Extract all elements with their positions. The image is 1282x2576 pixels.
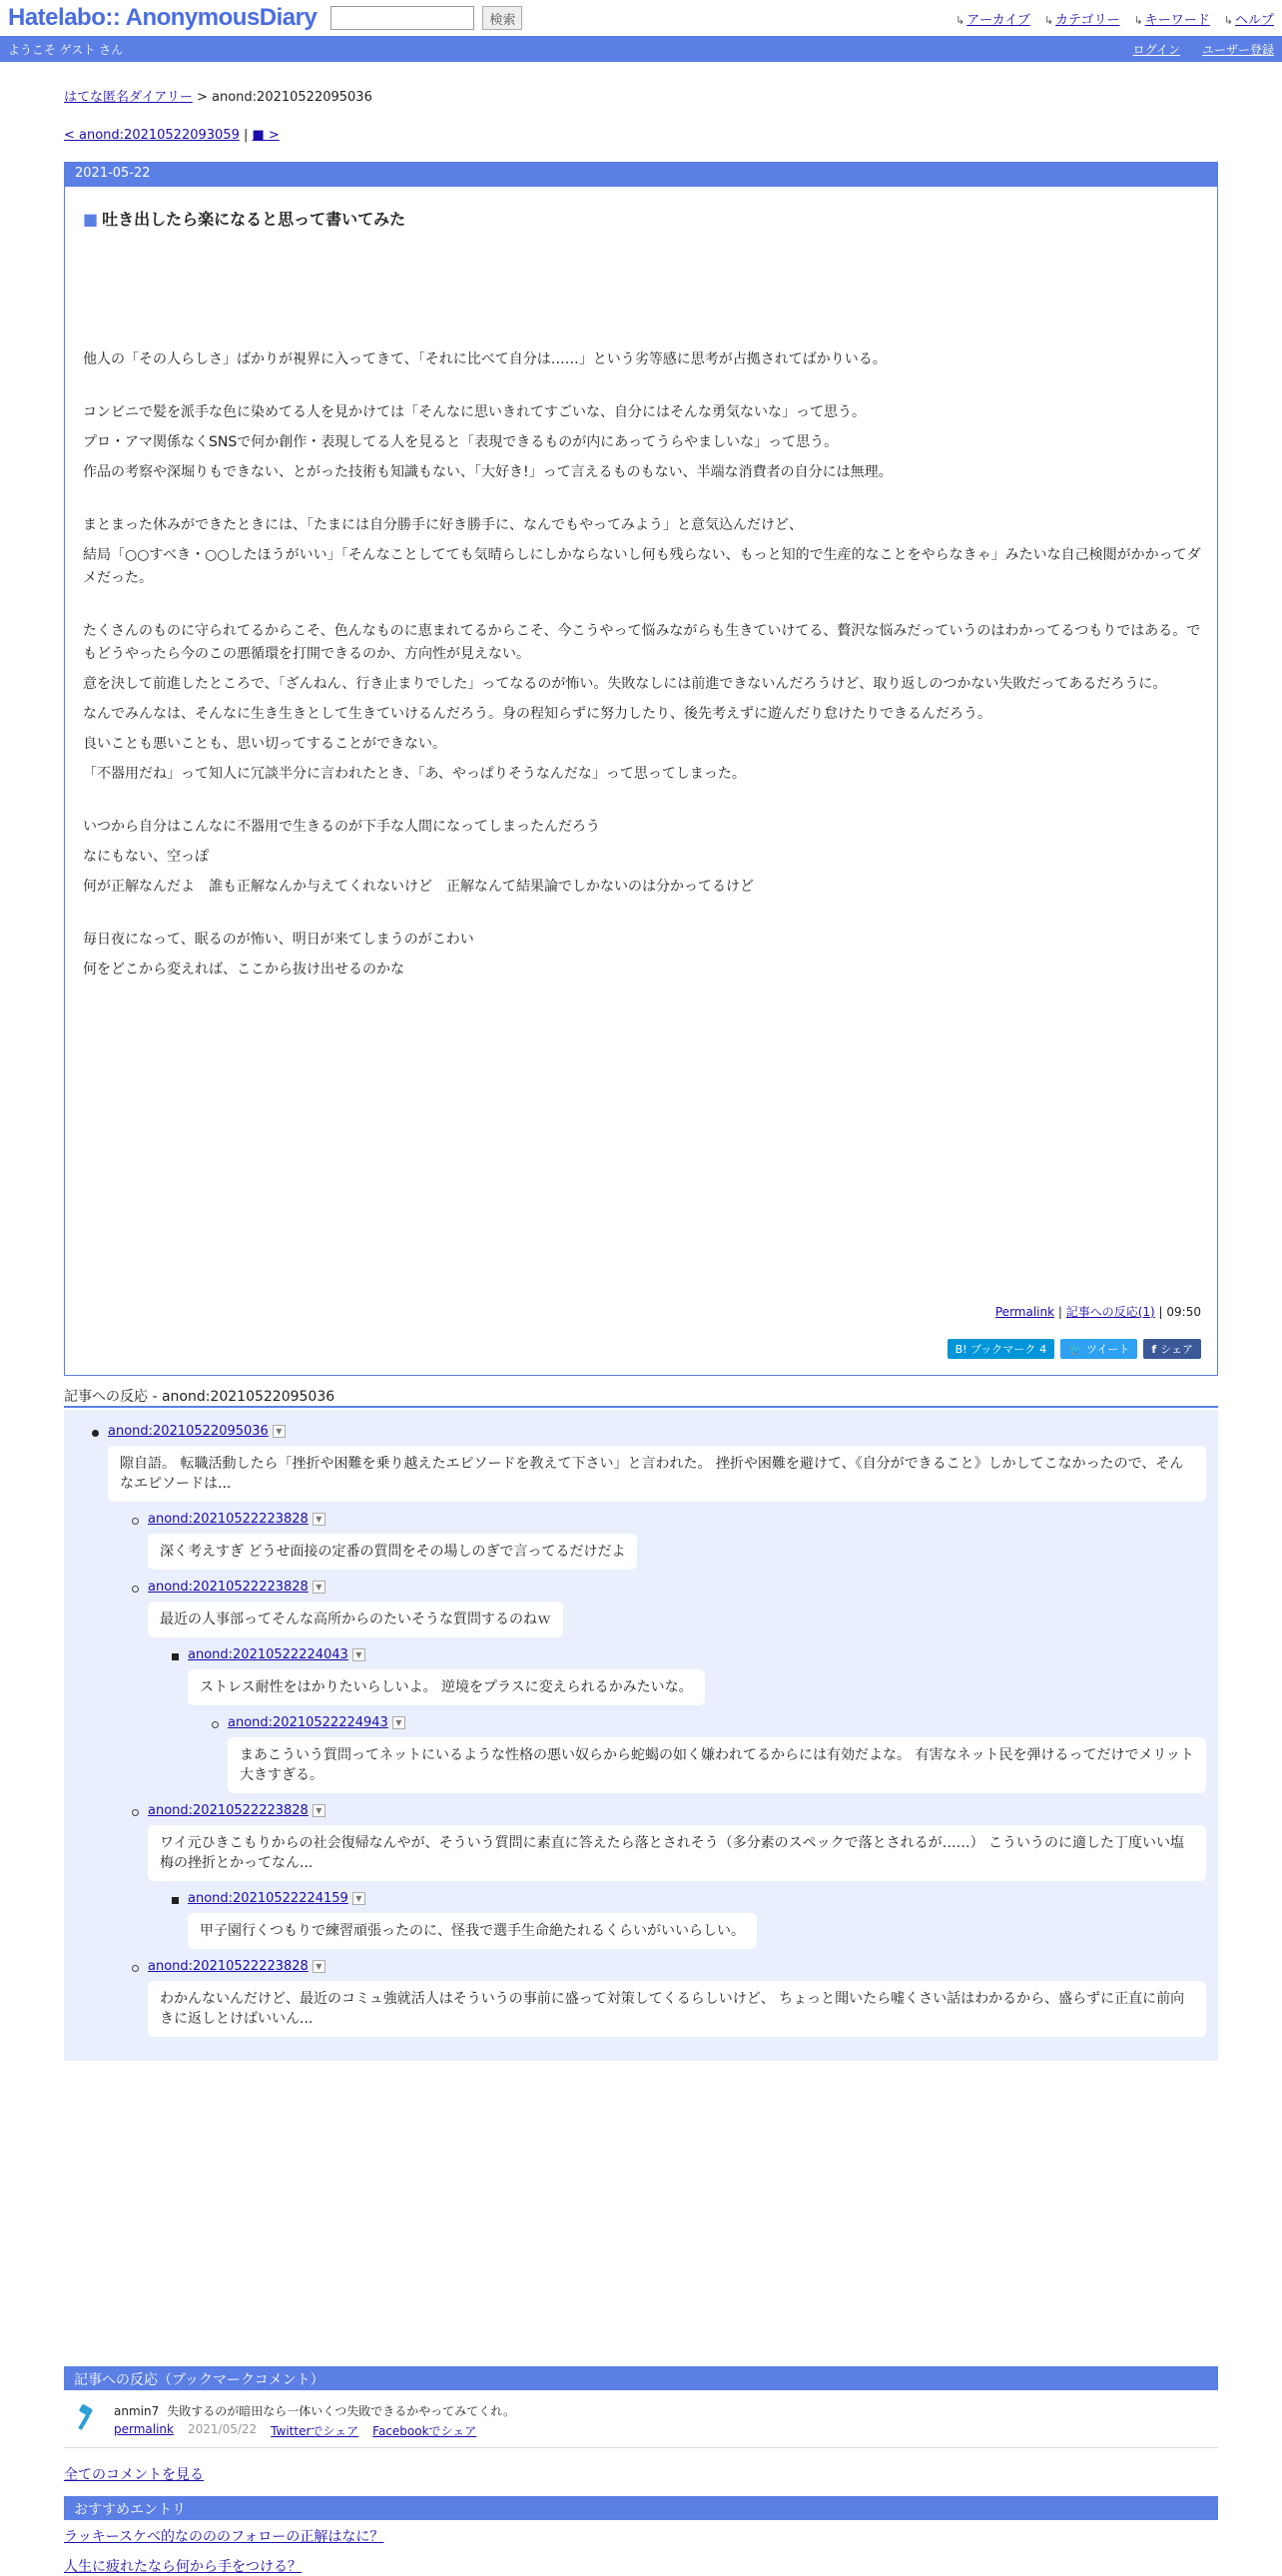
paragraph-line: 作品の考察や深堀りもできない、とがった技術も知識もない、「大好き!」って言えるものもない、半端な消費者の自分には無理。 (83, 464, 893, 480)
paragraph-line: プロ・アマ関係なくSNSで何か創作・表現してる人を見ると「表現できるものが内にあってうらやましいな」って思う。 (83, 434, 839, 450)
reaction-node (148, 1512, 325, 1527)
paragraph-line: コンビニで髪を派手な色に染めてる人を見かけては「そんなに思いきれてすごいな、自分にはそんな勇気ないな」って思う。 (83, 404, 866, 420)
facebook-share-link[interactable]: Facebookでシェア (372, 2424, 477, 2438)
user-avatar-icon[interactable] (74, 2402, 106, 2434)
share-buttons (948, 1339, 1201, 1359)
reaction-link[interactable]: anond:20210522224943 (228, 1715, 388, 1730)
entry-date: 2021-05-22 (65, 163, 1217, 187)
paragraph-line: 他人の「その人らしさ」ばかりが視界に入ってきて、「それに比べて自分は……」という劣等感に思考が占拠されてばかりいる。 (83, 351, 887, 367)
reaction-bubble: 深く考えすぎ どうせ面接の定番の質問をその場しのぎで言ってるだけだよ (148, 1534, 637, 1570)
welcome-bar (0, 36, 1282, 62)
breadcrumb-current: anond:20210522095036 (212, 90, 372, 105)
paragraph-line: 毎日夜になって、眠るのが怖い、明日が来てしまうのがこわい (83, 932, 474, 948)
nav-category[interactable]: ↳ カテゴリー (1044, 9, 1120, 28)
comment-text: 失敗するのが暗田なら一体いくつ失敗できるかやってみてくれ。 (167, 2404, 515, 2418)
entry-title (83, 207, 405, 230)
dropdown-icon[interactable]: ▼ (352, 1892, 365, 1905)
bullet (132, 1965, 139, 1972)
reaction-node (148, 1959, 325, 1974)
tweet-label: ツイート (1085, 1343, 1130, 1356)
reaction-link[interactable]: anond:20210522095036 (108, 1424, 269, 1439)
dropdown-icon[interactable]: ▼ (313, 1581, 325, 1594)
tweet-button[interactable] (1060, 1339, 1137, 1359)
pager-sep: | (239, 128, 253, 143)
reaction-node (108, 1424, 286, 1439)
reaction-bubble: ワイ元ひきこもりからの社会復帰なんやが、そういう質問に素直に答えたら落とされそう（多分素のスペックで落とされるが……） こういうのに適した丁度いい塩梅の挫折とかってなん... (148, 1825, 1206, 1881)
paragraph-line: まとまった休みができたときには、「たまには自分勝手に好き勝手に、なんでもやってみよう」と意気込んだけど、 (83, 517, 803, 533)
reactions-tree (64, 1410, 1218, 2061)
paragraph-line: 良いことも悪いことも、思い切ってすることができない。 (83, 736, 446, 752)
reaction-node (148, 1580, 325, 1595)
dropdown-icon[interactable]: ▼ (392, 1716, 405, 1729)
comment-date: 2021/05/22 (188, 2422, 258, 2436)
reaction-node (188, 1891, 365, 1906)
entry-time: 09:50 (1166, 1305, 1201, 1319)
register-link[interactable]: ユーザー登録 (1201, 42, 1274, 57)
recommend-header: おすすめエントリ (64, 2496, 1218, 2520)
search-input[interactable] (330, 6, 474, 30)
reaction-link[interactable]: anond:20210522224043 (188, 1647, 348, 1662)
bullet (132, 1809, 139, 1816)
reaction-link[interactable]: anond:20210522223828 (148, 1959, 309, 1974)
entry-body (83, 348, 1201, 981)
reaction-link[interactable]: anond:20210522223828 (148, 1512, 309, 1527)
bullet (92, 1430, 99, 1437)
paragraph-line: 結局「○○すべき・○○したほうがいい」「そんなことしてても気晴らしにしかならないし何も残らない、もっと知的で生産的なことをやらなきゃ」みたいな自己検閲がかかってダメだった。 (83, 547, 1201, 586)
paragraph-line: いつから自分はこんなに不器用で生きるのが下手な人間になってしまったんだろう (83, 819, 600, 835)
paragraph-line: 意を決して前進したところで、「ざんねん、行き止まりでした」ってなるのが怖い。失敗なしには前進できないんだろうけど、取り返しのつかない失敗だってあるだろうに。 (83, 676, 1167, 692)
entry-title-text: 吐き出したら楽になると思って書いてみた (102, 210, 406, 229)
reactions-link[interactable]: 記事への反応(1) (1065, 1305, 1155, 1319)
paragraph-line: 「不器用だね」って知人に冗談半分に言われたとき、「あ、やっぱりそうなんだな」って思ってしまった。 (83, 766, 746, 782)
bullet (132, 1518, 139, 1525)
reaction-node (188, 1647, 365, 1662)
welcome-text: ようこそ ゲスト さん (8, 42, 124, 57)
bullet (172, 1897, 179, 1904)
dropdown-icon[interactable]: ▼ (313, 1960, 325, 1973)
paragraph-line: なんでみんなは、そんなに生き生きとして生きていけるんだろう。身の程知らずに努力したり、後先考えずに遊んだり怠けたりできるんだろう。 (83, 706, 991, 722)
bookmark-count: 4 (1039, 1342, 1047, 1356)
paragraph-line: なにもない、空っぽ (83, 849, 209, 865)
twitter-share-link[interactable]: Twitterでシェア (271, 2424, 359, 2438)
reaction-link[interactable]: anond:20210522224159 (188, 1891, 348, 1906)
breadcrumb-home[interactable]: はてな匿名ダイアリー (64, 90, 193, 105)
reaction-bubble: 隙自語。 転職活動したら「挫折や困難を乗り越えたエピソードを教えて下さい」と言われた。 挫折や困難を避けて、《自分ができること》しかしてこなかったので、そんなエピソードは... (108, 1446, 1206, 1502)
paragraph-line: 何が正解なんだよ 誰も正解なんか与えてくれないけど 正解なんて結果論でしかないのは分かってるけど (83, 879, 754, 895)
dropdown-icon[interactable]: ▼ (313, 1513, 325, 1526)
nav-keyword[interactable]: ↳ キーワード (1134, 9, 1210, 28)
reaction-bubble: 最近の人事部ってそんな高所からのたいそうな質問するのねｗ (148, 1602, 563, 1637)
breadcrumb-sep: > (192, 90, 213, 105)
entry-footer-meta: Permalink | 記事への反応(1) | 09:50 (994, 1305, 1201, 1319)
permalink[interactable]: Permalink (994, 1305, 1055, 1319)
bullet (172, 1653, 179, 1660)
nav-help[interactable]: ↳ ヘルプ (1224, 9, 1274, 28)
dropdown-icon[interactable]: ▼ (352, 1648, 365, 1661)
bullet (132, 1586, 139, 1593)
search-button[interactable]: 検索 (482, 6, 522, 30)
reaction-bubble: まあこういう質問ってネットにいるような性格の悪い奴らから蛇蝎の如く嫌われてるからには有効だよな。 有害なネット民を弾けるってだけでメリット大きすぎる。 (228, 1737, 1206, 1793)
twitter-bird-icon: 🐦 (1068, 1342, 1082, 1356)
reaction-node (148, 1803, 325, 1818)
paragraph-line: たくさんのものに守られてるからこそ、色んなものに恵まれてるからこそ、今こうやって悩みながらも生きていけてる、贅沢な悩みだっていうのはわかってるつもりではある。でもどうやったら今のこの悪循環を打開できるのか、方向性が見えない。 (83, 623, 1201, 662)
comment-permalink[interactable]: permalink (114, 2422, 174, 2436)
prev-entry-link[interactable]: < anond:20210522093059 (64, 128, 240, 143)
pager (64, 128, 1218, 143)
entry-day (64, 162, 1218, 1376)
bookmark-label: B! ブックマーク (955, 1343, 1036, 1356)
comment-user[interactable]: anmin7 (114, 2404, 160, 2418)
recommend-item[interactable]: ラッキースケベ的なのののフォローの正解はなに？ (64, 2529, 384, 2545)
fb-label: シェア (1160, 1343, 1193, 1356)
bullet (212, 1721, 219, 1728)
entry-title-square-icon[interactable]: ■ (83, 210, 99, 229)
next-entry-link[interactable]: ■ > (252, 128, 280, 143)
bookmark-comment (64, 2396, 1218, 2448)
login-link[interactable]: ログイン (1132, 42, 1180, 57)
bookmark-comments-header: 記事への反応（ブックマークコメント） (64, 2366, 1218, 2390)
reaction-link[interactable]: anond:20210522223828 (148, 1803, 309, 1818)
dropdown-icon[interactable]: ▼ (273, 1425, 286, 1438)
breadcrumb (64, 86, 1218, 105)
bookmark-button[interactable] (948, 1339, 1055, 1359)
facebook-icon: f (1151, 1342, 1157, 1356)
reaction-link[interactable]: anond:20210522223828 (148, 1580, 309, 1595)
all-comments-link[interactable]: 全てのコメントを見る (64, 2467, 204, 2483)
dropdown-icon[interactable]: ▼ (313, 1804, 325, 1817)
top-nav (956, 9, 1274, 28)
facebook-share-button[interactable] (1143, 1339, 1201, 1359)
site-logo[interactable]: Hatelabo:: AnonymousDiary (8, 4, 318, 31)
nav-archive[interactable]: ↳ アーカイブ (956, 9, 1030, 28)
top-bar (0, 0, 1282, 36)
reaction-bubble: ストレス耐性をはかりたいらしいよ。 逆境をプラスに変えられるかみたいな。 (188, 1669, 705, 1705)
reaction-bubble: わかんないんだけど、最近のコミュ強就活人はそういうの事前に盛って対策してくるらしいけど、 ちょっと聞いたら嘘くさい話はわかるから、盛らずに正直に前向きに返しとけばいいん... (148, 1981, 1206, 2037)
paragraph-line: 何をどこから変えれば、ここから抜け出せるのかな (83, 962, 404, 977)
reactions-title: 記事への反応 - anond:20210522095036 (64, 1386, 1218, 1408)
reaction-node (228, 1715, 405, 1730)
reaction-bubble: 甲子園行くつもりで練習頑張ったのに、怪我で選手生命絶たれるくらいがいいらしい。 (188, 1913, 757, 1949)
recommend-item[interactable]: 人生に疲れたなら何から手をつける？ (64, 2559, 302, 2575)
